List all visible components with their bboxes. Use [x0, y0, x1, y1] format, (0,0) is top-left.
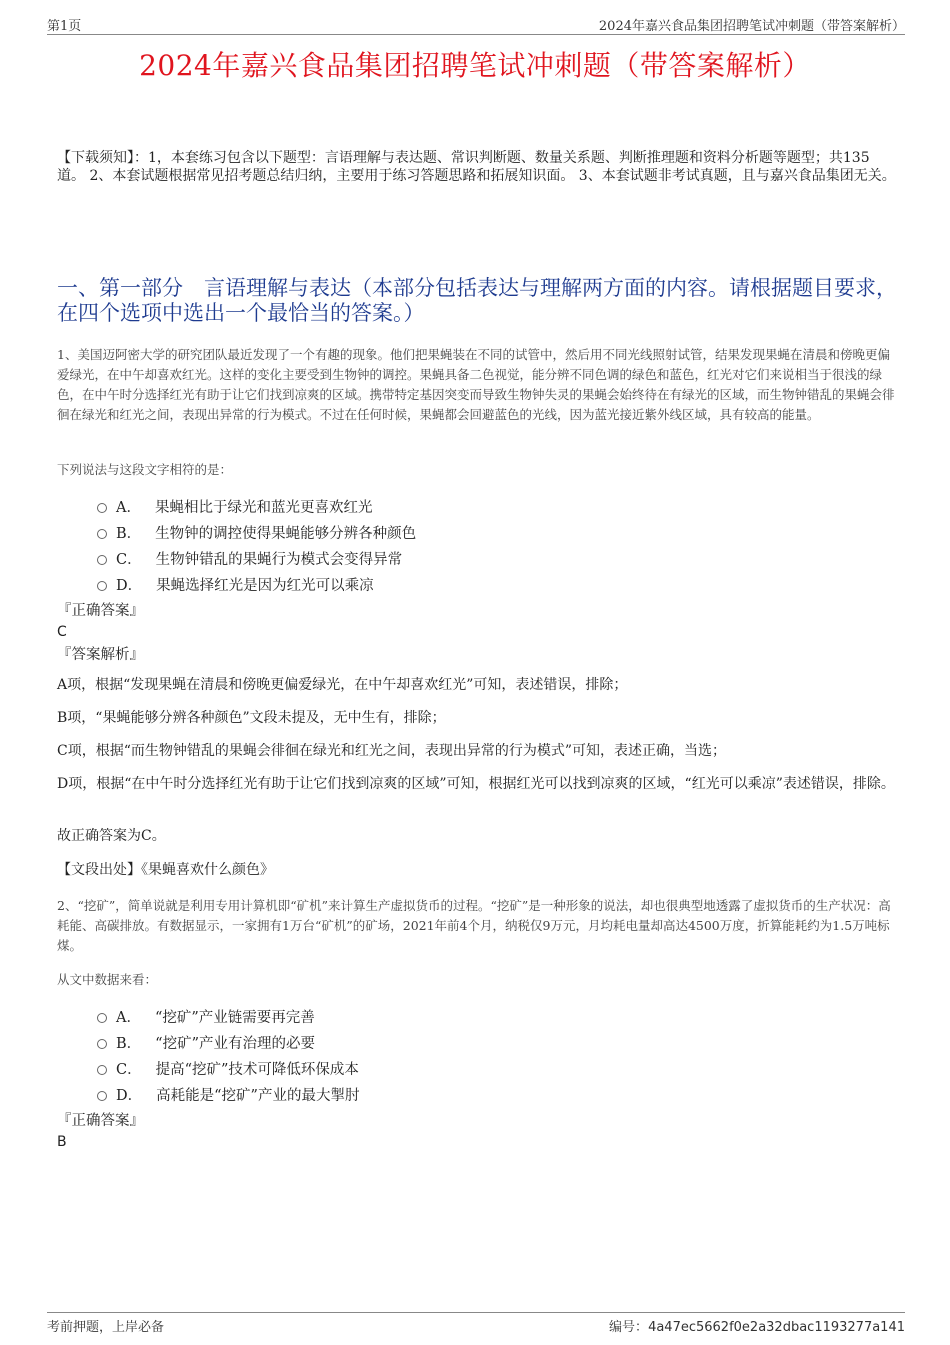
answer-label: 『正确答案』: [57, 603, 144, 619]
footer-code: [609, 1316, 905, 1335]
question-1-source: 【文段出处】《果蝇喜欢什么颜色》: [57, 862, 274, 878]
footer-slogan: 考前押题，上岸必备: [47, 1320, 165, 1335]
question-1-options: [97, 493, 797, 597]
question-2-option-a[interactable]: A． “挖矿”产业链需要再完善: [97, 1003, 797, 1029]
footer-code-label: 编号：: [609, 1320, 649, 1335]
header-doc-title: 2024年嘉兴食品集团招聘笔试冲刺题（带答案解析）: [598, 19, 905, 34]
radio-icon[interactable]: [97, 581, 107, 591]
radio-icon[interactable]: [97, 1091, 107, 1101]
question-2-stem: 2、“挖矿”，简单说就是利用专用计算机即“矿机”来计算生产虚拟货币的过程。“挖矿”是一种形象的说法，却也很典型地透露了虚拟货币的生产状况：高耗能、高碳排放。有数据显示，一家拥有1万台“矿机”的矿场，2021年前4个月，纳税仅9万元，月均耗电量却高达4500万度，折算能耗约为1.5万吨标煤。: [57, 898, 891, 953]
analysis-c: C项，根据“而生物钟错乱的果蝇会徘徊在绿光和红光之间，表现出异常的行为模式”可知，表述正确，当选；: [57, 743, 727, 759]
analysis-a: A项，根据“发现果蝇在清晨和傍晚更偏爱绿光，在中午却喜欢红光”可知，表述错误，排除；: [57, 677, 628, 693]
analysis-conclusion: 故正确答案为C。: [57, 828, 166, 844]
page-footer: [47, 1312, 905, 1335]
section-title: 一、第一部分 言语理解与表达（本部分包括表达与理解两方面的内容。请根据题目要求，在四个选项中选出一个最恰当的答案。）: [57, 276, 897, 325]
question-2-options: [97, 1003, 797, 1107]
question-2-prompt: 从文中数据来看：: [57, 972, 158, 987]
page-number: 第1页: [47, 19, 82, 34]
radio-icon[interactable]: [97, 1013, 107, 1023]
question-1-option-a[interactable]: A． 果蝇相比于绿光和蓝光更喜欢红光: [97, 493, 797, 519]
document-title: 2024年嘉兴食品集团招聘笔试冲刺题（带答案解析）: [139, 49, 811, 82]
radio-icon[interactable]: [97, 555, 107, 565]
answer-value: C: [57, 624, 67, 640]
analysis-b: B项，“果蝇能够分辨各种颜色”文段未提及，无中生有，排除；: [57, 710, 446, 726]
question-2-option-d[interactable]: D． 高耗能是“挖矿”产业的最大掣肘: [97, 1081, 797, 1107]
answer-label: 『正确答案』: [57, 1113, 144, 1129]
question-1-stem: 1、美国迈阿密大学的研究团队最近发现了一个有趣的现象。他们把果蝇装在不同的试管中，然后用不同光线照射试管，结果发现果蝇在清晨和傍晚更偏爱绿光，在中午却喜欢红光。这样的变化主要受到生物钟的调控。果蝇具备二色视觉，能分辨不同色调的绿色和蓝色，红光对它们来说相当于很浅的绿色，在中午时分选择红光有助于让它们找到凉爽的区域。携带特定基因突变而导致生物钟失灵的果蝇会始终待在有绿光的区域，而生物钟错乱的果蝇会徘徊在绿光和红光之间，表现出异常的行为模式。不过在任何时候，果蝇都会回避蓝色的光线，因为蓝光接近紫外线区域，具有较高的能量。: [57, 347, 895, 422]
question-2-option-c[interactable]: C． 提高“挖矿”技术可降低环保成本: [97, 1055, 797, 1081]
radio-icon[interactable]: [97, 503, 107, 513]
answer-value: B: [57, 1134, 67, 1150]
question-2-answer-block: [57, 1110, 897, 1152]
question-1-prompt: 下列说法与这段文字相符的是：: [57, 462, 233, 477]
radio-icon[interactable]: [97, 1065, 107, 1075]
radio-icon[interactable]: [97, 1039, 107, 1049]
question-1-option-d[interactable]: D． 果蝇选择红光是因为红光可以乘凉: [97, 571, 797, 597]
question-2-option-b[interactable]: B． “挖矿”产业有治理的必要: [97, 1029, 797, 1055]
download-notice: 【下载须知】：1，本套练习包含以下题型：言语理解与表达题、常识判断题、数量关系题、判断推理题和资料分析题等题型；共135道。 2、本套试题根据常见招考题总结归纳，主要用于练习答题思路和拓展知识面。 3、本套试题非考试真题，且与嘉兴食品集团无关。: [57, 150, 896, 184]
analysis-d: D项，根据“在中午时分选择红光有助于让它们找到凉爽的区域”可知，根据红光可以找到凉爽的区域，“红光可以乘凉”表述错误，排除。: [57, 776, 895, 792]
question-1-option-c[interactable]: C． 生物钟错乱的果蝇行为模式会变得异常: [97, 545, 797, 571]
footer-code-value: 4a47ec5662f0e2a32dbac1193277a141: [648, 1320, 905, 1335]
radio-icon[interactable]: [97, 529, 107, 539]
analysis-label: 『答案解析』: [57, 647, 144, 663]
page-header: [47, 14, 905, 35]
question-1-option-b[interactable]: B． 生物钟的调控使得果蝇能够分辨各种颜色: [97, 519, 797, 545]
question-1-answer-block: [57, 600, 897, 666]
